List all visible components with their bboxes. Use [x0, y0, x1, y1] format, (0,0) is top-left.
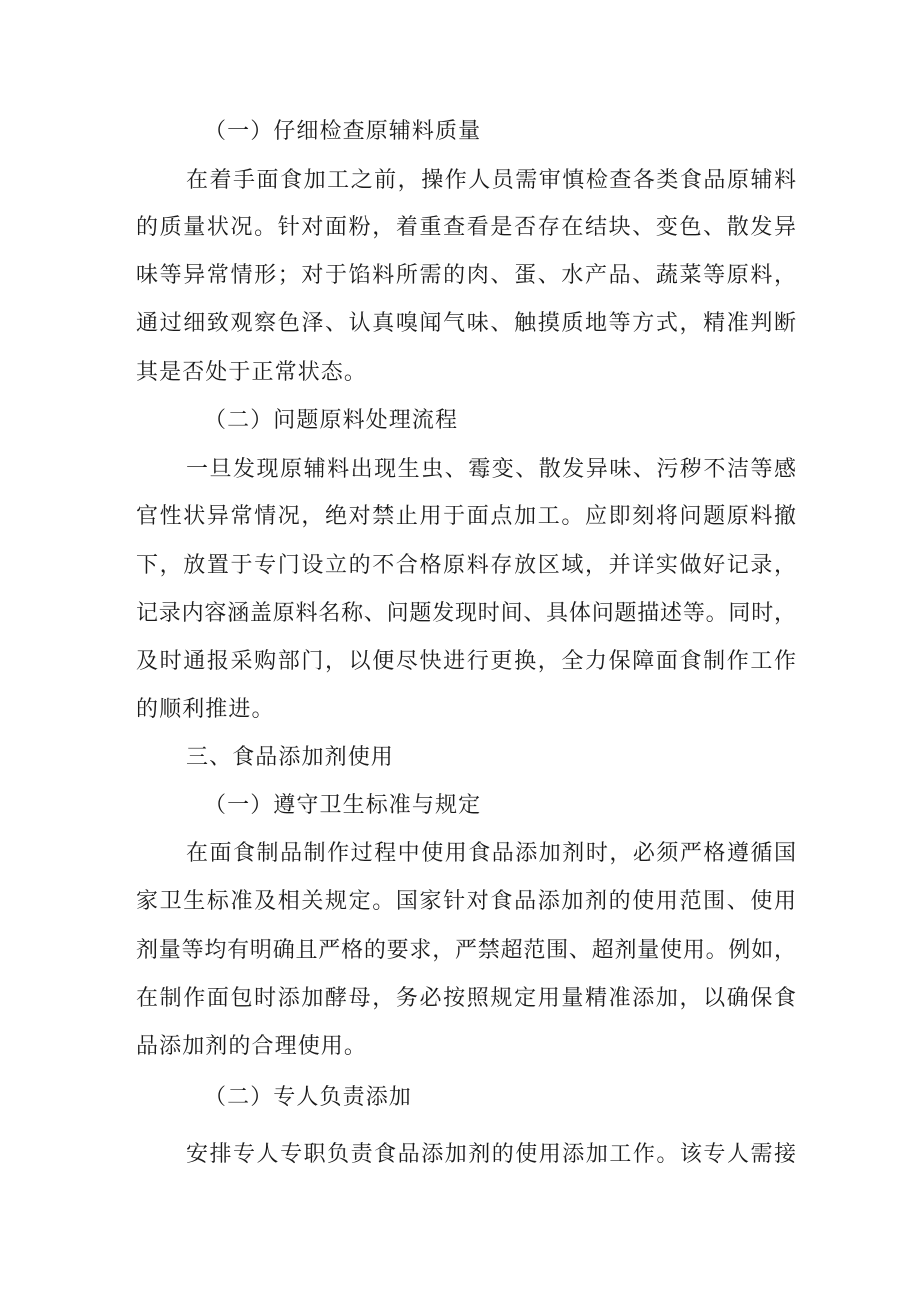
paragraph-line: 安排专人专职负责食品添加剂的使用添加工作。该专人需接	[186, 1142, 796, 1167]
paragraph-line: 的顺利推进。	[136, 697, 275, 722]
paragraph-line: 剂量等均有明确且严格的要求，严禁超范围、超剂量使用。例如，	[136, 938, 796, 963]
subheading-3-2: （二）专人负责添加	[204, 1085, 412, 1110]
paragraph-line: 及时通报采购部门，以便尽快进行更换，全力保障面食制作工作	[136, 649, 796, 674]
paragraph-line: 官性状异常情况，绝对禁止用于面点加工。应即刻将问题原料撤	[136, 504, 796, 529]
paragraph-line: 在面食制品制作过程中使用食品添加剂时，必须严格遵循国	[186, 841, 796, 866]
subheading-1-2: （二）问题原料处理流程	[204, 408, 459, 433]
paragraph-line: 通过细致观察色泽、认真嗅闻气味、触摸质地等方式，精准判断	[136, 311, 796, 336]
paragraph-line: 下，放置于专门设立的不合格原料存放区域，并详实做好记录，	[136, 553, 796, 578]
paragraph-line: 在着手面食加工之前，操作人员需审慎检查各类食品原辅料	[186, 168, 796, 193]
paragraph-line: 在制作面包时添加酵母，务必按照规定用量精准添加，以确保食	[136, 986, 796, 1011]
paragraph-line: 记录内容涵盖原料名称、问题发现时间、具体问题描述等。同时，	[136, 601, 796, 626]
paragraph-line: 品添加剂的合理使用。	[136, 1034, 368, 1059]
subheading-3-1: （一）遵守卫生标准与规定	[204, 793, 482, 818]
section-heading-3: 三、食品添加剂使用	[186, 745, 394, 770]
paragraph-line: 家卫生标准及相关规定。国家针对食品添加剂的使用范围、使用	[136, 889, 796, 914]
paragraph-line: 的质量状况。针对面粉，着重查看是否存在结块、变色、散发异	[136, 215, 796, 240]
paragraph-line: 味等异常情形；对于馅料所需的肉、蛋、水产品、蔬菜等原料，	[136, 263, 796, 288]
paragraph-line: 一旦发现原辅料出现生虫、霉变、散发异味、污秽不洁等感	[186, 457, 796, 482]
paragraph-line: 其是否处于正常状态。	[136, 360, 368, 385]
subheading-1-1: （一）仔细检查原辅料质量	[204, 119, 482, 144]
